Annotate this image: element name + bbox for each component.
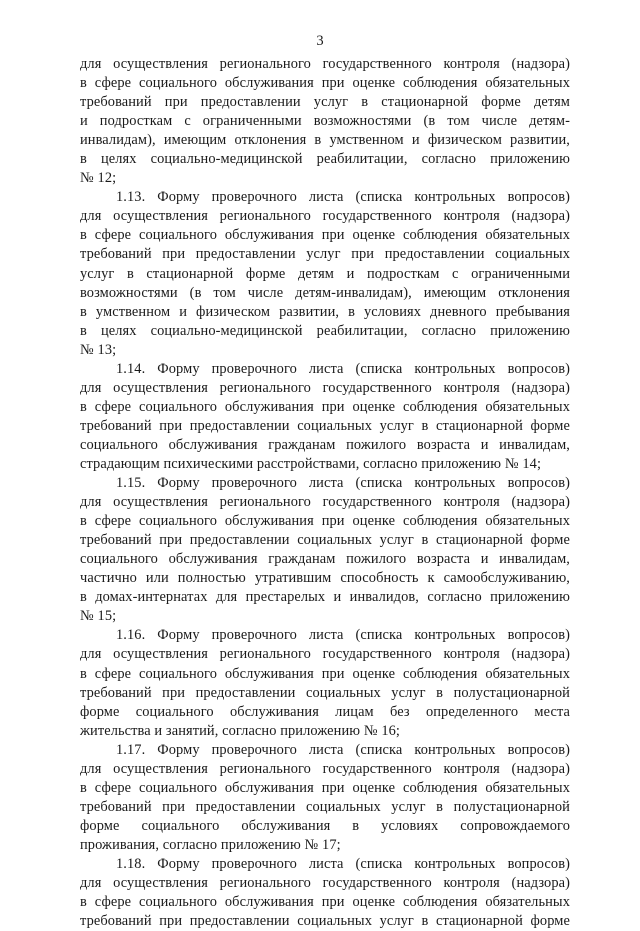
text-line: для осуществления регионального государственного контроля (надзора): [80, 875, 570, 892]
text-line: жительства и занятий, согласно приложению № 16;: [80, 722, 401, 739]
text-line: и подросткам с ограниченными возможностями (в том числе детям-: [80, 113, 570, 130]
text-line: форме социального обслуживания лицам без определенного места: [80, 703, 570, 720]
text-line: требований при предоставлении социальных услуг в полустационарной: [80, 798, 570, 815]
text-line: для осуществления регионального государственного контроля (надзора): [80, 760, 570, 777]
text-line: требований при предоставлении услуг при предоставлении социальных: [80, 246, 570, 263]
text-line: возможностями (в том числе детям-инвалидам), имеющим отклонения: [80, 284, 570, 301]
page-number: 3: [316, 33, 324, 49]
text-line: для осуществления регионального государственного контроля (надзора): [80, 208, 570, 225]
text-line: в умственном и физическом развитии, в условиях дневного пребывания: [80, 303, 570, 320]
text-line: № 15;: [80, 608, 117, 625]
text-line: требований при предоставлении социальных услуг в полустационарной: [80, 684, 570, 701]
text-line: социального обслуживания гражданам пожилого возраста и инвалидам,: [80, 551, 570, 568]
text-line: 1.15. Форму проверочного листа (списка контрольных вопросов): [116, 475, 570, 492]
text-line: в сфере социального обслуживания при оценке соблюдения обязательных: [80, 779, 570, 796]
text-line: в целях социально-медицинской реабилитации, согласно приложению: [80, 322, 570, 339]
text-line: требований при предоставлении социальных услуг в стационарной форме: [80, 417, 570, 434]
text-line: 1.14. Форму проверочного листа (списка контрольных вопросов): [116, 360, 570, 377]
text-line: социального обслуживания гражданам пожилого возраста и инвалидам,: [80, 436, 570, 453]
text-line: в сфере социального обслуживания при оценке соблюдения обязательных: [80, 513, 570, 530]
text-line: частично или полностью утратившим способность к самообслуживанию,: [80, 570, 570, 587]
text-line: для осуществления регионального государственного контроля (надзора): [80, 494, 570, 511]
text-line: 1.18. Форму проверочного листа (списка контрольных вопросов): [116, 855, 570, 872]
text-line: страдающим психическими расстройствами, согласно приложению № 14;: [80, 455, 542, 472]
text-line: в сфере социального обслуживания при оценке соблюдения обязательных: [80, 665, 570, 682]
text-line: форме социального обслуживания в условиях сопровождаемого: [80, 817, 570, 834]
text-line: услуг в стационарной форме детям и подросткам с ограниченными: [80, 265, 570, 282]
text-line: в сфере социального обслуживания при оценке соблюдения обязательных: [80, 398, 570, 415]
text-line: в сфере социального обслуживания при оценке соблюдения обязательных: [80, 75, 570, 92]
text-line: в домах-интернатах для престарелых и инвалидов, согласно приложению: [80, 589, 570, 606]
text-line: № 13;: [80, 341, 117, 358]
text-line: требований при предоставлении услуг в стационарной форме детям: [80, 94, 570, 111]
text-line: в сфере социального обслуживания при оценке соблюдения обязательных: [80, 894, 570, 911]
text-line: требований при предоставлении социальных услуг в стационарной форме: [80, 532, 570, 549]
text-line: для осуществления регионального государственного контроля (надзора): [80, 379, 570, 396]
text-line: для осуществления регионального государственного контроля (надзора): [80, 646, 570, 663]
text-line: 1.13. Форму проверочного листа (списка контрольных вопросов): [116, 189, 570, 206]
document-body: [80, 55, 570, 931]
text-line: в сфере социального обслуживания при оценке соблюдения обязательных: [80, 227, 570, 244]
text-line: 1.16. Форму проверочного листа (списка контрольных вопросов): [116, 627, 570, 644]
text-line: № 12;: [80, 170, 117, 187]
text-line: проживания, согласно приложению № 17;: [80, 836, 341, 853]
text-line: требований при предоставлении социальных услуг в стационарной форме: [80, 913, 570, 930]
text-line: в целях социально-медицинской реабилитации, согласно приложению: [80, 151, 570, 168]
text-line: 1.17. Форму проверочного листа (списка контрольных вопросов): [116, 741, 570, 758]
text-line: для осуществления регионального государственного контроля (надзора): [80, 56, 570, 72]
text-line: инвалидам), имеющим отклонения в умственном и физическом развитии,: [80, 132, 570, 149]
